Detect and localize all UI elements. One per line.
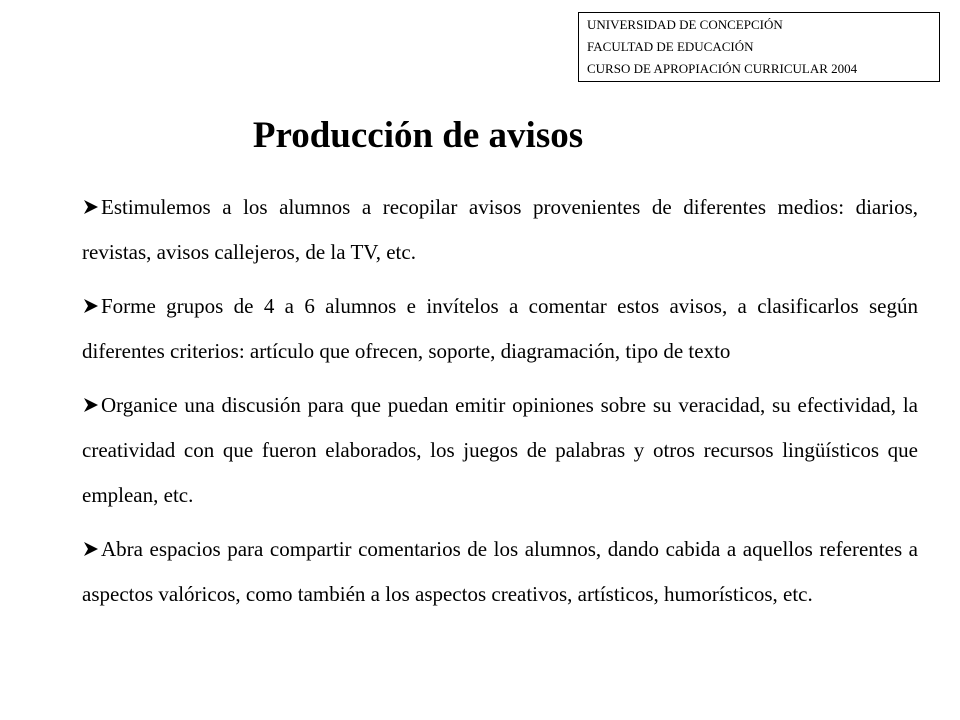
list-item [82, 383, 918, 518]
arrowhead-bullet-icon [82, 198, 100, 216]
list-item [82, 284, 918, 374]
list-item-text: Organice una discusión para que puedan emitir opiniones sobre su veracidad, su efectividad, la creatividad con que fueron elaborados, los juegos de palabras y otros recursos lingüísticos que emplean, etc. [82, 393, 918, 507]
institution-header-box [578, 12, 940, 82]
arrowhead-bullet-icon [82, 540, 100, 558]
header-faculty: FACULTAD DE EDUCACIÓN [587, 39, 754, 54]
arrowhead-bullet-icon [82, 297, 100, 315]
list-item [82, 185, 918, 275]
list-item-text: Estimulemos a los alumnos a recopilar avisos provenientes de diferentes medios: diarios, revistas, avisos callejeros, de la TV, etc. [82, 195, 918, 264]
page-title: Producción de avisos [252, 115, 584, 156]
header-course: CURSO DE APROPIACIÓN CURRICULAR 2004 [587, 61, 858, 76]
list-item [82, 527, 918, 617]
list-item-text: Forme grupos de 4 a 6 alumnos e invítelos a comentar estos avisos, a clasificarlos según diferentes criterios: artículo que ofrecen, soporte, diagramación, tipo de texto [82, 294, 918, 363]
bullet-list [82, 185, 918, 626]
header-university: UNIVERSIDAD DE CONCEPCIÓN [587, 17, 783, 32]
arrowhead-bullet-icon [82, 396, 100, 414]
list-item-text: Abra espacios para compartir comentarios de los alumnos, dando cabida a aquellos referentes a aspectos valóricos, como también a los aspectos creativos, artísticos, humorísticos, etc. [82, 537, 918, 606]
